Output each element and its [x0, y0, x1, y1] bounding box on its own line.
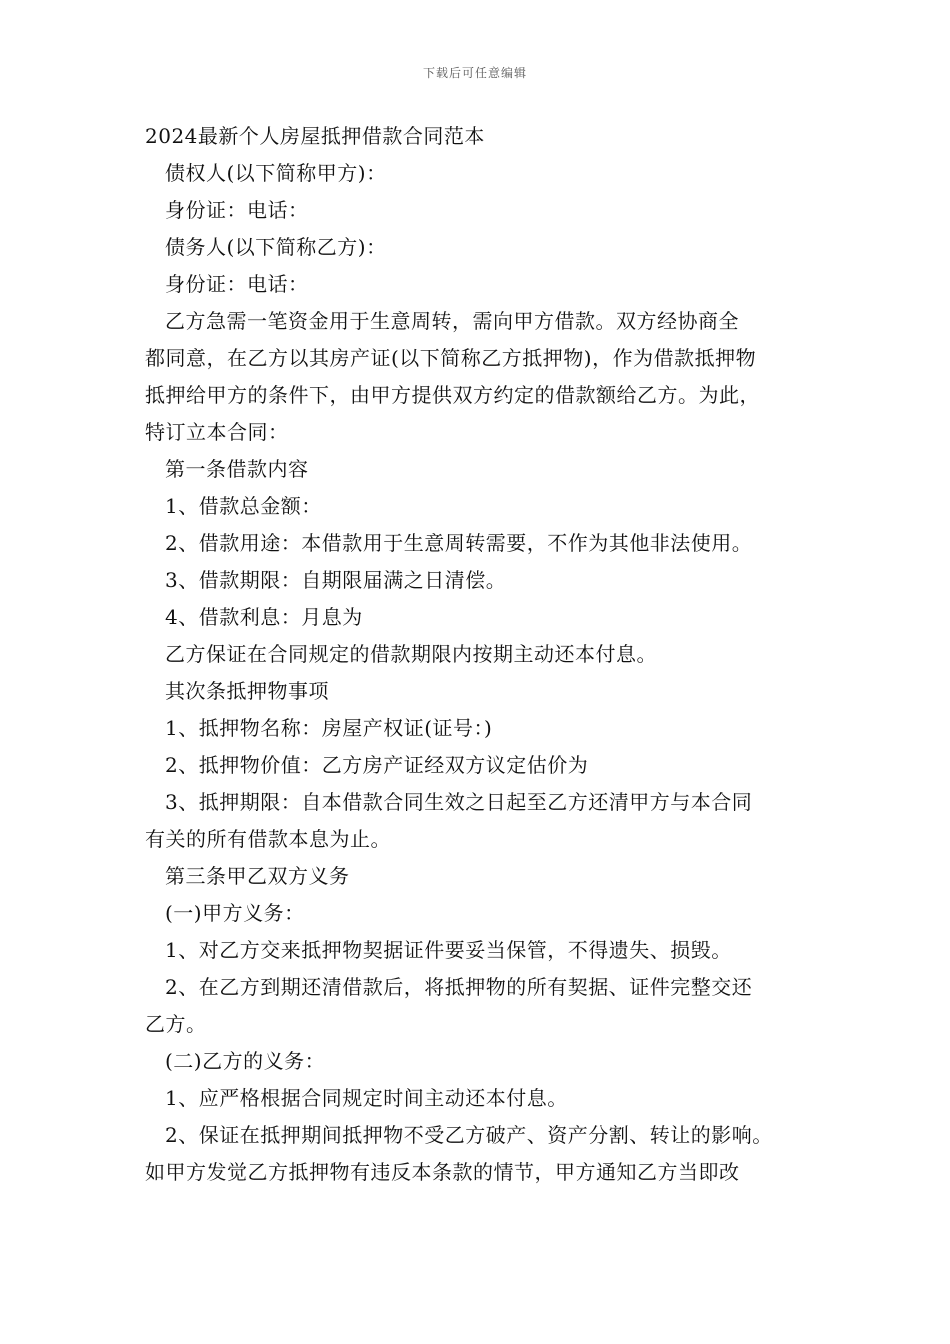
paragraph-line: 第一条借款内容: [165, 457, 309, 481]
paragraph-line: 1、应严格根据合同规定时间主动还本付息。: [165, 1086, 568, 1110]
paragraph-line: (一)甲方义务：: [165, 901, 305, 925]
paragraph-line: 4、借款利息：月息为: [165, 605, 363, 629]
paragraph-line: 其次条抵押物事项: [165, 679, 329, 703]
paragraph-line: 有关的所有借款本息为止。: [145, 827, 391, 851]
paragraph-line: 债权人(以下简称甲方)：: [165, 161, 387, 185]
paragraph-line: 身份证：电话：: [165, 198, 309, 222]
paragraph-line: 1、抵押物名称：房屋产权证(证号：): [165, 716, 493, 740]
paragraph-line: 2、保证在抵押期间抵押物不受乙方破产、资产分割、转让的影响。: [165, 1123, 773, 1147]
paragraph-line: 2、抵押物价值：乙方房产证经双方议定估价为: [165, 753, 589, 777]
paragraph-line: 乙方保证在合同规定的借款期限内按期主动还本付息。: [165, 642, 657, 666]
paragraph-line: 都同意，在乙方以其房产证(以下简称乙方抵押物)，作为借款抵押物: [145, 346, 757, 370]
paragraph-line: 特订立本合同：: [145, 420, 289, 444]
page-header: 下载后可任意编辑: [422, 66, 527, 80]
paragraph-line: (二)乙方的义务：: [165, 1049, 326, 1073]
paragraph-line: 2、借款用途：本借款用于生意周转需要，不作为其他非法使用。: [165, 531, 753, 555]
paragraph-line: 乙方。: [145, 1012, 207, 1036]
document-title: 2024最新个人房屋抵押借款合同范本: [145, 124, 485, 148]
paragraph-line: 第三条甲乙双方义务: [165, 864, 350, 888]
paragraph-line: 抵押给甲方的条件下，由甲方提供双方约定的借款额给乙方。为此，: [145, 383, 760, 407]
paragraph-line: 身份证：电话：: [165, 272, 309, 296]
paragraph-line: 3、借款期限：自期限届满之日清偿。: [165, 568, 507, 592]
paragraph-line: 3、抵押期限：自本借款合同生效之日起至乙方还清甲方与本合同: [165, 790, 753, 814]
paragraph-line: 如甲方发觉乙方抵押物有违反本条款的情节，甲方通知乙方当即改: [145, 1160, 740, 1184]
paragraph-line: 1、对乙方交来抵押物契据证件要妥当保管，不得遗失、损毁。: [165, 938, 732, 962]
paragraph-line: 1、借款总金额：: [165, 494, 322, 518]
paragraph-line: 债务人(以下简称乙方)：: [165, 235, 387, 259]
paragraph-line: 2、在乙方到期还清借款后，将抵押物的所有契据、证件完整交还: [165, 975, 753, 999]
document-body: [145, 118, 835, 1191]
paragraph-line: 乙方急需一笔资金用于生意周转，需向甲方借款。双方经协商全: [165, 309, 739, 333]
